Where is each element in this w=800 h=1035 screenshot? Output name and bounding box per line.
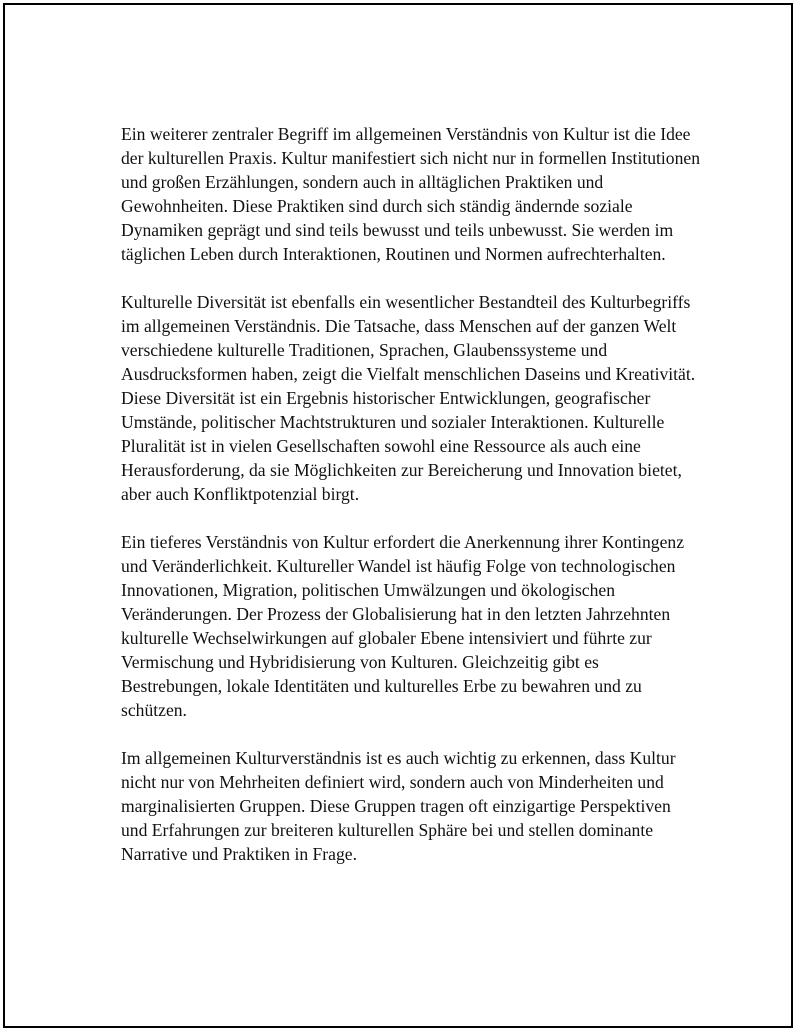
paragraph: Im allgemeinen Kulturverständnis ist es auch wichtig zu erkennen, dass Kultur nicht nur von Mehrheiten definiert wird, sondern auch von Minderheiten und marginalisierten Gruppen. Diese Gruppen tragen oft einzigartige Perspektiven und Erfahrungen zur breiteren kulturellen Sphäre bei und stellen dominante Narrative und Praktiken in Frage. [121, 748, 676, 864]
paragraph: Ein tieferes Verständnis von Kultur erfordert die Anerkennung ihrer Kontingenz und Veränderlichkeit. Kultureller Wandel ist häufig Folge von technologischen Innovationen, Migration, politischen Umwälzungen und ökologischen Veränderungen. Der Prozess der Globalisierung hat in den letzten Jahrzehnten kulturelle Wechselwirkungen auf globaler Ebene intensiviert und führte zur Vermischung und Hybridisierung von Kulturen. Gleichzeitig gibt es Bestrebungen, lokale Identitäten und kulturelles Erbe zu bewahren und zu schützen. [121, 532, 684, 720]
page-frame [3, 3, 793, 1028]
document-body [121, 122, 701, 866]
paragraph: Ein weiterer zentraler Begriff im allgemeinen Verständnis von Kultur ist die Idee der kulturellen Praxis. Kultur manifestiert sich nicht nur in formellen Institutionen und großen Erzählungen, sondern auch in alltäglichen Praktiken und Gewohnheiten. Diese Praktiken sind durch sich ständig ändernde soziale Dynamiken geprägt und sind teils bewusst und teils unbewusst. Sie werden im täglichen Leben durch Interaktionen, Routinen und Normen aufrechterhalten. [121, 124, 700, 264]
paragraph: Kulturelle Diversität ist ebenfalls ein wesentlicher Bestandteil des Kulturbegriffs im allgemeinen Verständnis. Die Tatsache, dass Menschen auf der ganzen Welt verschiedene kulturelle Traditionen, Sprachen, Glaubenssysteme und Ausdrucksformen haben, zeigt die Vielfalt menschlichen Daseins und Kreativität. Diese Diversität ist ein Ergebnis historischer Entwicklungen, geografischer Umstände, politischer Machtstrukturen und sozialer Interaktionen. Kulturelle Pluralität ist in vielen Gesellschaften sowohl eine Ressource als auch eine Herausforderung, da sie Möglichkeiten zur Bereicherung und Innovation bietet, aber auch Konfliktpotenzial birgt. [121, 292, 696, 504]
